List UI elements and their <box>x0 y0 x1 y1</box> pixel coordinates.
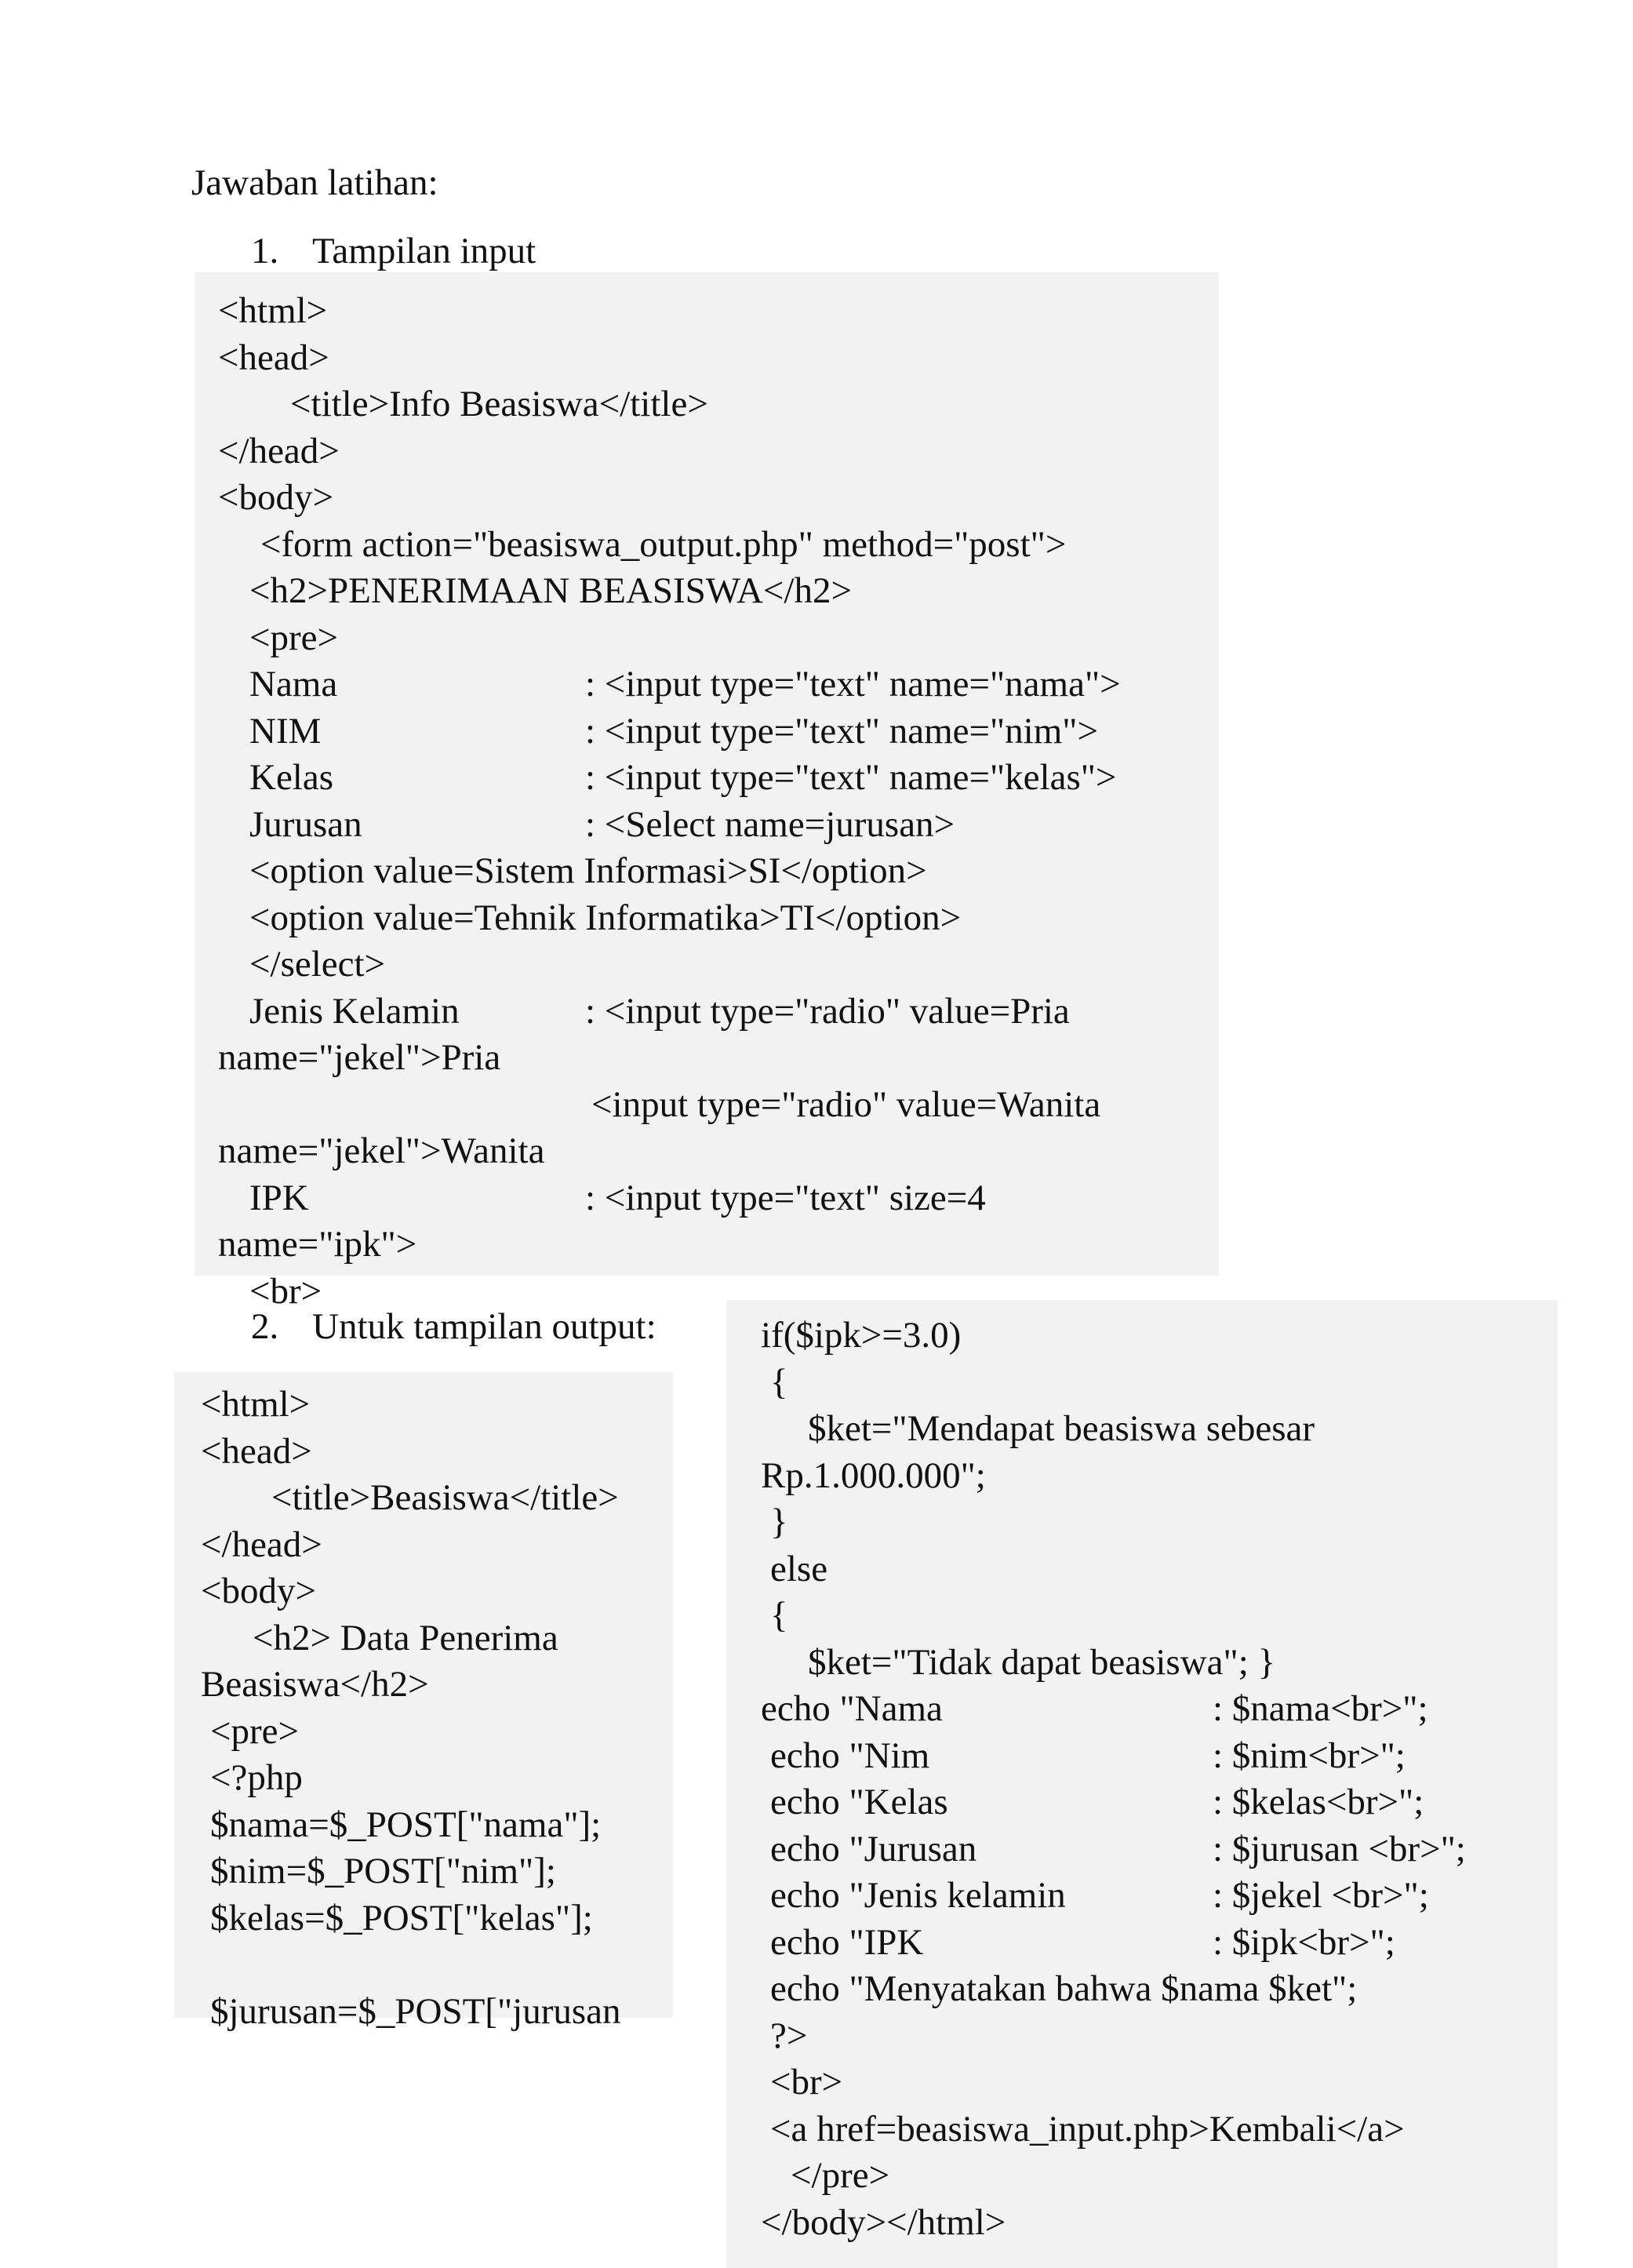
code-field-label: echo "Jurusan <box>770 1828 977 1869</box>
code-line: Beasiswa</h2> <box>201 1664 429 1705</box>
code-field-label: Jenis Kelamin <box>249 990 460 1032</box>
code-field-value: : $kelas<br>"; <box>1213 1782 1424 1822</box>
code-line: <input type="radio" value=Wanita <box>591 1083 1101 1125</box>
code-line: <head> <box>218 337 329 378</box>
code-field-value: : $nama<br>"; <box>1213 1688 1428 1729</box>
code-line: $jurusan=$_POST["jurusan <box>210 1990 621 2032</box>
code-line: { <box>770 1595 788 1636</box>
code-field-label: echo "IPK <box>770 1921 924 1963</box>
list-label: Untuk tampilan output: <box>312 1306 656 1347</box>
code-line: <?php <box>210 1757 303 1798</box>
code-field-value: : <Select name=jurusan> <box>585 803 955 845</box>
code-field-value: : <input type="text" name="nim"> <box>585 710 1098 752</box>
code-field-label: echo "Jenis kelamin <box>770 1875 1066 1916</box>
code-line: name="jekel">Pria <box>218 1037 501 1078</box>
code-line: <br> <box>770 2062 843 2102</box>
code-line: $kelas=$_POST["kelas"]; <box>210 1897 593 1939</box>
code-line: <h2> Data Penerima <box>253 1617 558 1658</box>
code-line: <html> <box>218 290 328 331</box>
code-line: </head> <box>201 1524 322 1565</box>
code-line: name="jekel">Wanita <box>218 1130 545 1171</box>
code-line: { <box>770 1361 788 1403</box>
code-line: </pre> <box>791 2155 890 2196</box>
code-block-input-form <box>195 272 1219 1312</box>
section-heading: Jawaban latihan: <box>191 162 438 203</box>
code-line: $ket="Mendapat beasiswa sebesar <box>808 1408 1315 1449</box>
code-line: </select> <box>249 944 386 985</box>
list-item-input-view <box>251 229 536 273</box>
code-field-label: echo "Nama <box>761 1688 943 1729</box>
code-line: <html> <box>201 1384 311 1425</box>
code-line: <option value=Sistem Informasi>SI</option> <box>249 850 927 891</box>
code-line: <body> <box>218 477 334 518</box>
code-block-output-head <box>174 1372 673 2032</box>
code-field-label: NIM <box>249 710 322 752</box>
code-line: <title>Beasiswa</title> <box>271 1477 619 1518</box>
list-label: Tampilan input <box>312 231 536 271</box>
code-field-value: : <input type="text" size=4 <box>585 1177 986 1218</box>
code-field-label: echo "Nim <box>770 1735 930 1776</box>
code-field-label: IPK <box>249 1177 309 1218</box>
code-line: Rp.1.000.000"; <box>761 1454 986 1496</box>
code-line: <h2>PENERIMAAN BEASISWA</h2> <box>249 570 852 611</box>
code-line: <form action="beasiswa_output.php" method="post"> <box>260 523 1067 565</box>
list-number: 1. <box>251 231 279 271</box>
code-field-value: : $nim<br>"; <box>1213 1735 1406 1776</box>
code-line: if($ipk>=3.0) <box>761 1315 962 1356</box>
code-line: <br> <box>249 1270 322 1312</box>
code-field-label: echo "Kelas <box>770 1782 948 1822</box>
code-line: $nama=$_POST["nama"]; <box>210 1804 602 1845</box>
code-field-value: : $jekel <br>"; <box>1213 1875 1429 1916</box>
code-block-output-logic <box>726 1300 1558 2268</box>
code-line: </body></html> <box>761 2201 1006 2243</box>
code-field-value: : <input type="text" name="nama"> <box>585 664 1121 704</box>
code-field-value: : $ipk<br>"; <box>1213 1921 1395 1963</box>
list-number: 2. <box>251 1306 279 1347</box>
code-line: ?> <box>770 2015 808 2056</box>
code-field-value: : <input type="radio" value=Pria <box>585 990 1070 1032</box>
code-line: <pre> <box>210 1710 300 1752</box>
code-line: <body> <box>201 1571 317 1611</box>
code-line: name="ipk"> <box>218 1224 417 1265</box>
code-line: <a href=beasiswa_input.php>Kembali</a> <box>770 2108 1405 2150</box>
code-line: </head> <box>218 430 340 471</box>
code-field-label: Jurusan <box>249 803 362 845</box>
code-line: echo "Menyatakan bahwa $nama $ket"; <box>770 1968 1358 2009</box>
code-line: else <box>770 1548 828 1589</box>
code-line: $ket="Tidak dapat beasiswa"; } <box>808 1641 1276 1683</box>
code-field-value: : $jurusan <br>"; <box>1213 1828 1466 1869</box>
code-line: } <box>770 1502 788 1542</box>
list-item-output-view <box>251 1305 656 1349</box>
code-field-label: Nama <box>249 664 338 704</box>
code-line: $nim=$_POST["nim"]; <box>210 1851 556 1891</box>
code-line: <head> <box>201 1430 312 1472</box>
code-line: <pre> <box>249 617 339 658</box>
code-field-value: : <input type="text" name="kelas"> <box>585 757 1117 798</box>
code-field-label: Kelas <box>249 757 334 798</box>
code-line: <option value=Tehnik Informatika>TI</option> <box>249 897 962 938</box>
code-line: <title>Info Beasiswa</title> <box>290 384 708 424</box>
